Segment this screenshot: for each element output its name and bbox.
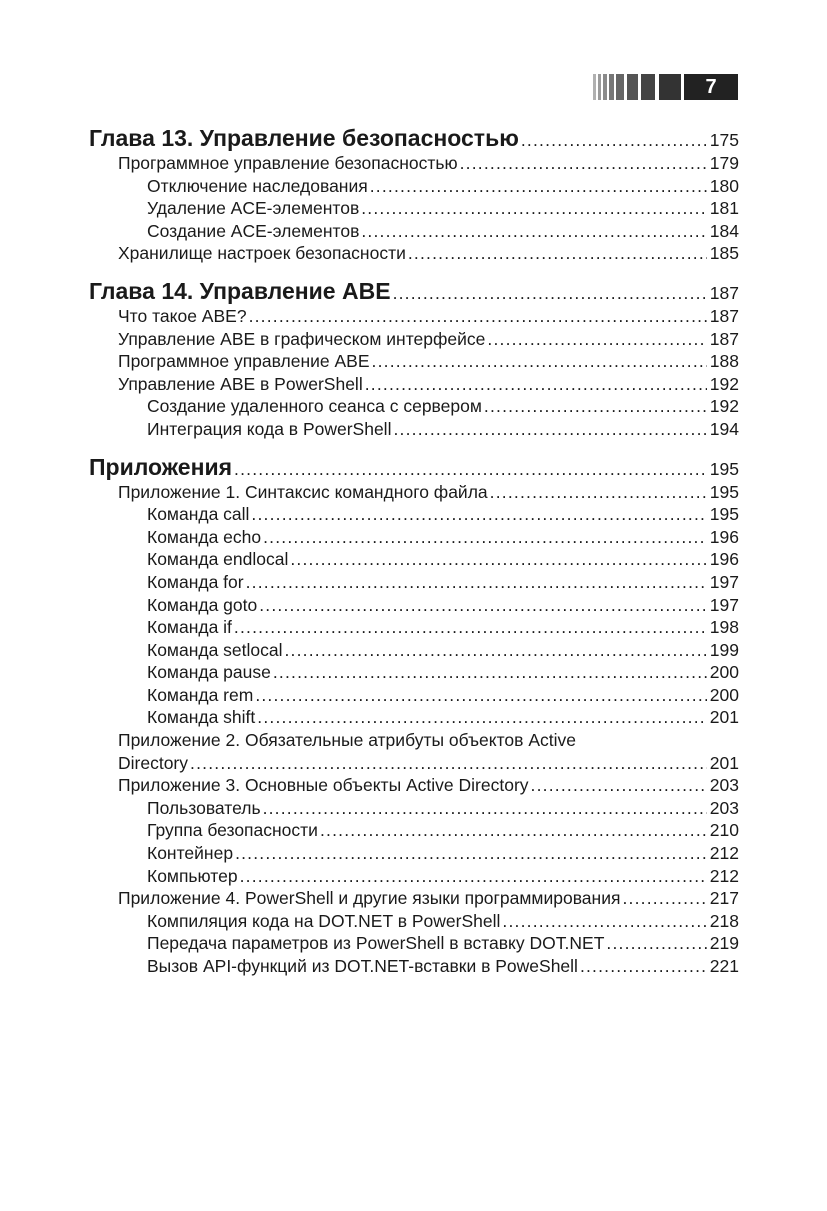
toc-page-number: 219 xyxy=(709,933,739,954)
toc-entry-row[interactable] xyxy=(89,571,739,594)
toc-page-number: 195 xyxy=(709,458,739,479)
toc-page-number: 199 xyxy=(709,639,739,660)
toc-page-number: 203 xyxy=(709,797,739,818)
toc-entry-row[interactable] xyxy=(89,594,739,617)
toc-entry-title: Приложение 4. PowerShell и другие языки программирования xyxy=(118,888,621,909)
toc-leader-dots xyxy=(361,220,706,243)
toc-entry-title: Приложение 2. Обязательные атрибуты объектов Active xyxy=(118,730,576,751)
toc-page-number: 210 xyxy=(709,820,739,841)
toc-page-number: 203 xyxy=(709,775,739,796)
toc-page-number: 221 xyxy=(709,956,739,976)
toc-entry-row[interactable] xyxy=(89,220,739,243)
toc-entry-title: Программное управление безопасностью xyxy=(118,153,458,173)
toc-leader-dots xyxy=(320,819,707,842)
toc-entry-row[interactable] xyxy=(89,752,739,775)
toc-entry-row[interactable] xyxy=(89,842,739,865)
toc-entry-row[interactable] xyxy=(89,305,739,328)
toc-leader-dots xyxy=(190,752,707,775)
toc-page-number: 197 xyxy=(709,571,739,592)
toc-page-number: 212 xyxy=(709,865,739,886)
toc-chapter-row[interactable] xyxy=(89,124,739,152)
toc-entry-row[interactable] xyxy=(89,197,739,220)
toc-page-number: 200 xyxy=(709,662,739,683)
toc-entry-row[interactable] xyxy=(89,639,739,662)
toc-entry-row[interactable] xyxy=(89,175,739,198)
toc-entry-row[interactable] xyxy=(89,616,739,639)
toc-entry-title: Приложения xyxy=(89,453,233,480)
toc-entry-title: Создание ACE-элементов xyxy=(147,220,360,241)
toc-leader-dots xyxy=(460,152,707,175)
toc-entry-title: Приложение 1. Синтаксис командного файла xyxy=(118,481,488,502)
toc-leader-dots xyxy=(521,126,707,154)
toc-page-number: 185 xyxy=(709,243,739,264)
toc-page-number: 198 xyxy=(709,617,739,638)
toc-leader-dots xyxy=(263,526,707,549)
toc-entry-row[interactable] xyxy=(89,242,739,265)
toc-entry-title: Что такое ABE? xyxy=(118,305,247,326)
page-number: 7 xyxy=(684,74,738,100)
decorative-stripes xyxy=(593,74,681,100)
toc-entry-title: Команда if xyxy=(147,617,232,638)
toc-leader-dots xyxy=(290,548,706,571)
toc-entry-row[interactable] xyxy=(89,661,739,684)
toc-entry-row[interactable] xyxy=(89,887,739,910)
toc-leader-dots xyxy=(273,661,707,684)
toc-entry-title: Команда echo xyxy=(147,526,262,547)
toc-entry-title: Компиляция кода на DOT.NET в PowerShell xyxy=(147,910,501,931)
toc-page-number: 187 xyxy=(709,282,739,303)
toc-entry-row[interactable] xyxy=(89,481,739,504)
toc-page-number: 192 xyxy=(709,396,739,417)
toc-leader-dots xyxy=(234,455,707,483)
toc-entry-row[interactable] xyxy=(89,503,739,526)
toc-page-number: 187 xyxy=(709,305,739,326)
toc-entry-row[interactable] xyxy=(89,395,739,418)
toc-page-number: 218 xyxy=(709,910,739,931)
toc-leader-dots xyxy=(259,594,707,617)
toc-leader-dots xyxy=(235,842,707,865)
toc-entry-title: Команда endlocal xyxy=(147,549,289,570)
toc-entry-title: Приложение 3. Основные объекты Active Directory xyxy=(118,775,529,796)
toc-entry-title: Управление ABE в графическом интерфейсе xyxy=(118,328,486,349)
toc-leader-dots xyxy=(393,279,707,307)
toc-leader-dots xyxy=(255,684,706,707)
toc-entry-title: Программное управление ABE xyxy=(118,351,370,372)
toc-entry-title: Отключение наследования xyxy=(147,175,368,196)
toc-leader-dots xyxy=(408,242,707,265)
toc-entry-row[interactable] xyxy=(89,350,739,373)
toc-page-number: 196 xyxy=(709,526,739,547)
toc-entry-row[interactable] xyxy=(89,774,739,797)
toc-page-number: 217 xyxy=(709,888,739,909)
toc-chapter-row[interactable] xyxy=(89,453,739,481)
toc-entry-title: Глава 14. Управление ABE xyxy=(89,277,391,304)
toc-leader-dots xyxy=(606,932,706,955)
toc-page-number: 196 xyxy=(709,549,739,570)
toc-entry-row[interactable] xyxy=(89,729,739,752)
toc-leader-dots xyxy=(622,887,706,910)
toc-entry-row[interactable] xyxy=(89,526,739,549)
toc-page-number: 184 xyxy=(709,220,739,241)
toc-leader-dots xyxy=(249,305,707,328)
toc-page-number: 192 xyxy=(709,373,739,394)
toc-leader-dots xyxy=(484,395,707,418)
toc-entry-title: Создание удаленного сеанса с сервером xyxy=(147,396,482,417)
toc-leader-dots xyxy=(580,955,707,978)
toc-entry-title: Пользователь xyxy=(147,797,261,818)
toc-leader-dots xyxy=(285,639,707,662)
toc-page-number: 188 xyxy=(709,351,739,372)
toc-entry-row[interactable] xyxy=(89,373,739,396)
page-header-bar xyxy=(593,74,738,100)
toc-page-number: 175 xyxy=(709,130,739,150)
toc-entry-title: Хранилище настроек безопасности xyxy=(118,243,406,264)
toc-leader-dots xyxy=(372,350,707,373)
toc-entry-title: Команда pause xyxy=(147,662,271,683)
toc-entry-row[interactable] xyxy=(89,418,739,441)
toc-entry-row[interactable] xyxy=(89,548,739,571)
toc-entry-title: Передача параметров из PowerShell в вставку DOT.NET xyxy=(147,933,605,954)
toc-leader-dots xyxy=(393,418,706,441)
toc-entry-title: Компьютер xyxy=(147,865,238,886)
toc-entry-row[interactable] xyxy=(89,328,739,351)
toc-entry-title: Команда goto xyxy=(147,594,258,615)
toc-leader-dots xyxy=(263,797,707,820)
toc-leader-dots xyxy=(361,197,707,220)
toc-page-number: 200 xyxy=(709,684,739,705)
toc-page-number: 195 xyxy=(709,481,739,502)
toc-leader-dots xyxy=(257,706,707,729)
toc-entry-row[interactable] xyxy=(89,706,739,729)
toc-entry-title: Команда setlocal xyxy=(147,639,283,660)
toc-page-number: 212 xyxy=(709,843,739,864)
toc-entry-title: Directory xyxy=(118,752,189,773)
toc-leader-dots xyxy=(246,571,707,594)
toc-page-number: 179 xyxy=(709,153,739,173)
toc-entry-row[interactable] xyxy=(89,865,739,888)
toc-entry-title: Команда shift xyxy=(147,707,256,728)
toc-leader-dots xyxy=(251,503,706,526)
toc-leader-dots xyxy=(240,865,707,888)
toc-entry-row[interactable] xyxy=(89,955,739,978)
toc-page-number: 195 xyxy=(709,504,739,525)
toc-page-number: 187 xyxy=(709,328,739,349)
toc-chapter-row[interactable] xyxy=(89,277,739,305)
toc-leader-dots xyxy=(502,910,706,933)
toc-leader-dots xyxy=(365,373,707,396)
toc-leader-dots xyxy=(490,481,707,504)
toc-entry-row[interactable] xyxy=(89,819,739,842)
table-of-contents xyxy=(89,124,739,978)
toc-page-number: 197 xyxy=(709,594,739,615)
toc-leader-dots xyxy=(531,774,707,797)
toc-page-number: 181 xyxy=(709,198,739,219)
toc-page-number: 180 xyxy=(709,175,739,196)
toc-entry-title: Команда rem xyxy=(147,684,254,705)
toc-leader-dots xyxy=(234,616,707,639)
toc-entry-title: Управление ABE в PowerShell xyxy=(118,373,363,394)
toc-leader-dots xyxy=(487,328,706,351)
toc-entry-row[interactable] xyxy=(89,910,739,933)
toc-entry-title: Группа безопасности xyxy=(147,820,318,841)
toc-entry-title: Контейнер xyxy=(147,843,234,864)
toc-entry-row[interactable] xyxy=(89,684,739,707)
toc-entry-row[interactable] xyxy=(89,797,739,820)
toc-leader-dots xyxy=(370,175,707,198)
toc-page-number: 201 xyxy=(709,752,739,773)
toc-entry-title: Интеграция кода в PowerShell xyxy=(147,418,392,439)
toc-entry-title: Вызов API-функций из DOT.NET-вставки в PoweShell xyxy=(147,956,578,976)
toc-entry-title: Команда call xyxy=(147,504,250,525)
toc-page-number: 194 xyxy=(709,418,739,439)
toc-entry-row[interactable] xyxy=(89,152,739,175)
toc-entry-row[interactable] xyxy=(89,932,739,955)
toc-entry-title: Команда for xyxy=(147,571,244,592)
toc-page-number: 201 xyxy=(709,707,739,728)
toc-entry-title: Глава 13. Управление безопасностью xyxy=(89,125,519,151)
toc-entry-title: Удаление ACE-элементов xyxy=(147,198,360,219)
